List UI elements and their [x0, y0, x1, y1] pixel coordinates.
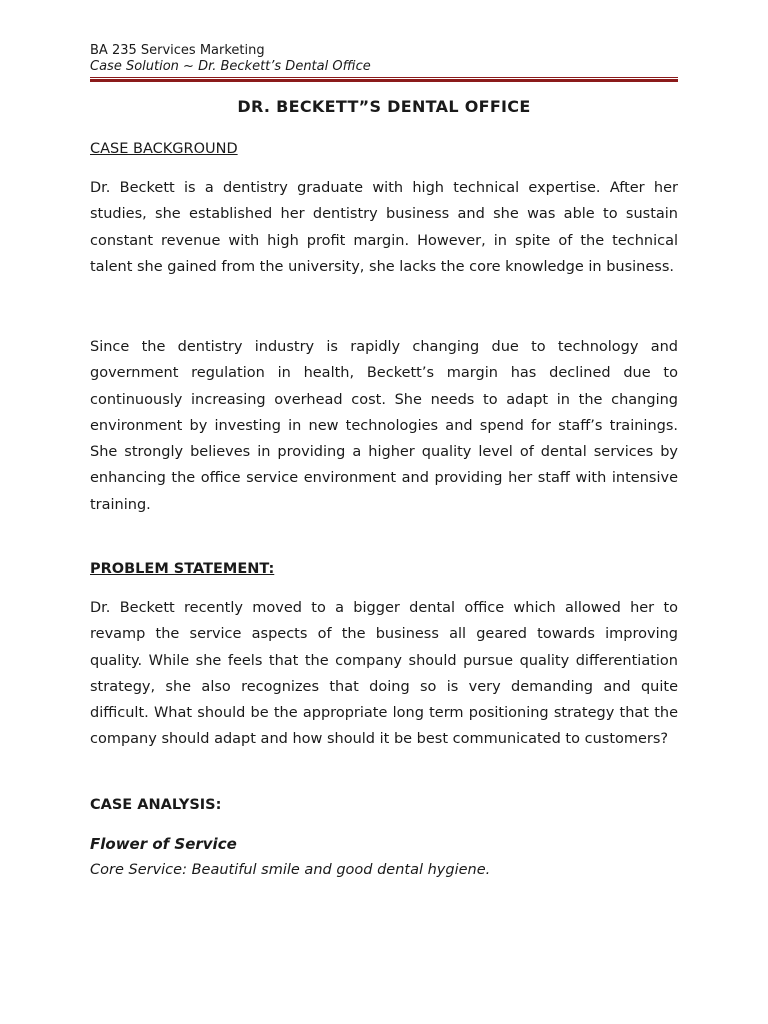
case-subtitle-header: Case Solution ~ Dr. Beckett’s Dental Office — [90, 59, 371, 74]
header-rule-thick — [90, 79, 678, 82]
flower-of-service-heading: Flower of Service — [90, 835, 237, 853]
problem-statement-heading: PROBLEM STATEMENT: — [90, 561, 275, 577]
core-service-line: Core Service: Beautiful smile and good dental hygiene. — [90, 862, 491, 878]
case-background-heading: CASE BACKGROUND — [90, 141, 238, 157]
case-analysis-heading: CASE ANALYSIS: — [90, 797, 222, 813]
course-header: BA 235 Services Marketing — [90, 43, 265, 58]
background-paragraph-1: Dr. Beckett is a dentistry graduate with high technical expertise. After her studies, she established her dentistry business and she was able to sustain constant revenue with high profit margin. However, in spite of the technical talent she gained from the university, she lacks the core knowledge in business. — [90, 180, 678, 275]
document-title: DR. BECKETT”S DENTAL OFFICE — [237, 97, 531, 116]
problem-statement-paragraph: Dr. Beckett recently moved to a bigger dental office which allowed her to revamp the service aspects of the business all geared towards improving quality. While she feels that the company should pursue quality differentiation strategy, she also recognizes that doing so is very demanding and quite difficult. What should be the appropriate long term positioning strategy that the company should adapt and how should it be best communicated to customers? — [90, 600, 678, 748]
background-paragraph-2: Since the dentistry industry is rapidly changing due to technology and government regulation in health, Beckett’s margin has declined due to continuously increasing overhead cost. She needs to adapt in the changing environment by investing in new technologies and spend for staff’s trainings. She strongly believes in providing a higher quality level of dental services by enhancing the office service environment and providing her staff with intensive training. — [90, 339, 678, 513]
header-rule-thin — [90, 77, 678, 78]
